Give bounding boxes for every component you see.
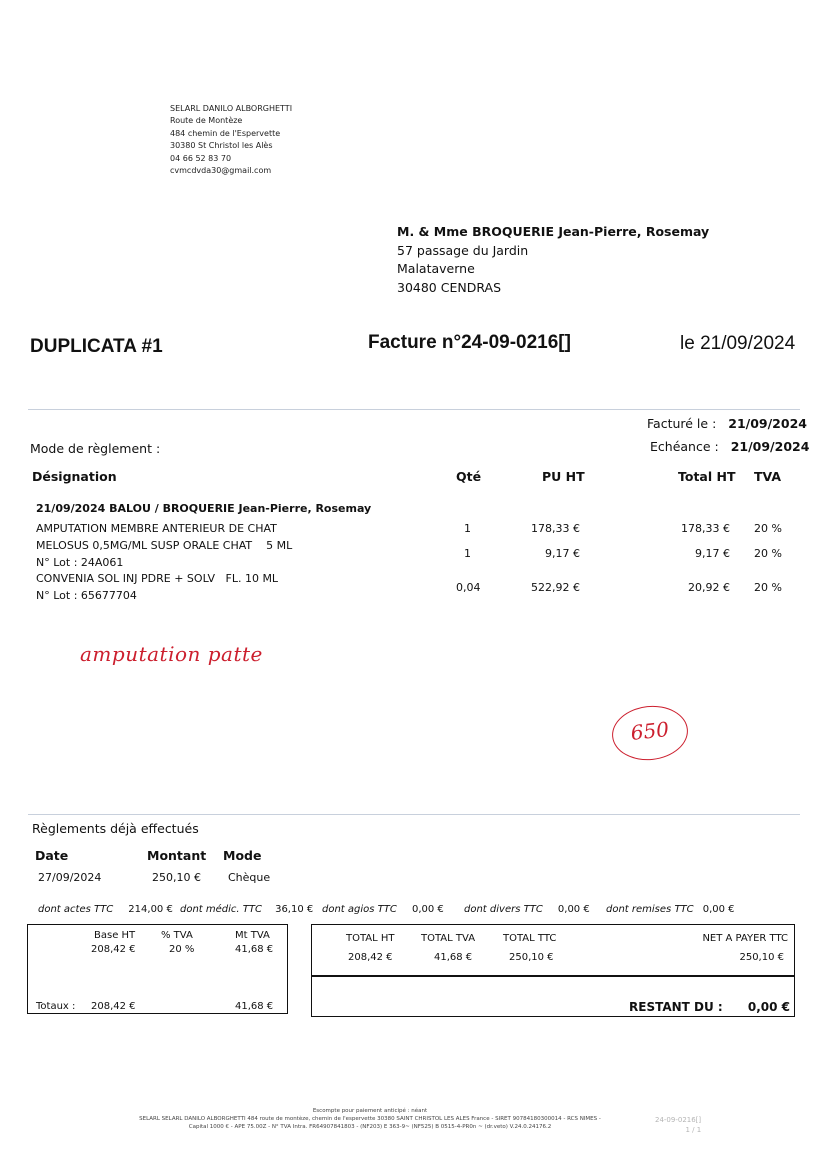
client-line: Malataverne — [397, 261, 475, 276]
vat-totaux-mt: 41,68 € — [235, 1001, 274, 1012]
client-line: 57 passage du Jardin — [397, 242, 529, 258]
col-total: Total HT — [678, 469, 736, 484]
row-total: 9,17 € — [695, 547, 730, 560]
vat-col-mt: Mt TVA — [235, 930, 270, 941]
duplicata-title: DUPLICATA #1 — [30, 336, 163, 357]
pay-montant: 250,10 € — [152, 871, 201, 884]
group-title: 21/09/2024 BALOU / BROQUERIE Jean-Pierre, Rosemay — [36, 502, 372, 515]
row-tva: 20 % — [754, 547, 782, 560]
tot-col-net: NET A PAYER TTC — [702, 933, 788, 944]
pay-col-date: Date — [35, 848, 69, 863]
col-pu: PU HT — [542, 469, 585, 484]
tot-ht: 208,42 € — [348, 952, 393, 963]
breakdown-value: 0,00 € — [411, 904, 444, 915]
breakdown-label: dont médic. TTC — [180, 904, 262, 915]
row-qte: 0,04 — [456, 581, 481, 594]
breakdown-remises — [606, 897, 735, 916]
sender-line: 04 66 52 83 70 — [170, 153, 232, 163]
tot-tva: 41,68 € — [434, 952, 473, 963]
breakdown-label: dont remises TTC — [606, 904, 694, 915]
sender-line: Route de Montèze — [170, 116, 243, 126]
col-tva: TVA — [754, 469, 782, 484]
sender-line: 484 chemin de l'Espervette — [170, 128, 281, 138]
restant-label: RESTANT DU : — [629, 1000, 723, 1014]
vat-pct: 20 % — [169, 944, 195, 955]
row-lot: N° Lot : 24A061 — [36, 556, 124, 569]
row-label: MELOSUS 0,5MG/ML SUSP ORALE CHAT 5 ML — [36, 539, 293, 552]
vat-col-base: Base HT — [94, 930, 136, 941]
vat-totaux-label: Totaux : — [36, 1001, 76, 1012]
breakdown-divers — [464, 897, 590, 916]
client-name: M. & Mme BROQUERIE Jean-Pierre, Rosemay — [397, 224, 710, 239]
pay-mode: Chèque — [228, 871, 271, 884]
vat-box — [27, 924, 288, 1014]
facture-le — [647, 416, 807, 431]
footer-escompte: Escompte pour paiement anticipé : néant — [312, 1108, 428, 1114]
breakdown-agios — [322, 897, 444, 916]
row-pu: 9,17 € — [545, 547, 580, 560]
breakdown-medic — [180, 897, 313, 916]
sender-line: 30380 St Christol les Alès — [170, 141, 273, 151]
col-designation: Désignation — [32, 469, 117, 484]
echeance — [650, 439, 809, 454]
invoice-date: le 21/09/2024 — [680, 333, 796, 354]
row-total: 178,33 € — [681, 522, 730, 535]
breakdown-label: dont agios TTC — [322, 904, 397, 915]
tot-col-ttc: TOTAL TTC — [503, 933, 557, 944]
divider — [28, 814, 800, 815]
tot-col-ht: TOTAL HT — [346, 933, 395, 944]
mode-reglement-label: Mode de règlement : — [30, 441, 161, 456]
row-pu: 178,33 € — [531, 522, 580, 535]
row-pu: 522,92 € — [531, 581, 580, 594]
col-qte: Qté — [456, 469, 482, 484]
footer-line1: SELARL SELARL DANILO ALBORGHETTI 484 route de montèze, chemin de l'espervette 30380 SAINT CHRISTOL LES ALES France - SIRET 90784180300014 - RCS NIMES - — [139, 1116, 601, 1122]
sender-line: SELARL DANILO ALBORGHETTI — [170, 104, 293, 113]
footer-line2: Capital 1000 € - APE 75.00Z - N° TVA Intra. FR64907841803 - (NF203) E 363-9~ (NF525) B 0515-4-PR0n ~ (dr.veto) V.24.0.24176.2 — [188, 1124, 552, 1130]
circled-amount — [609, 702, 690, 764]
footer — [100, 1107, 640, 1131]
footer-ref-block — [655, 1115, 701, 1135]
totals-box — [311, 924, 795, 1017]
client-line: 30480 CENDRAS — [397, 279, 502, 295]
payments-title: Règlements déjà effectués — [32, 821, 199, 836]
tot-net: 250,10 € — [739, 952, 784, 963]
tot-ttc: 250,10 € — [509, 952, 554, 963]
row-qte: 1 — [464, 522, 471, 535]
pay-date: 27/09/2024 — [38, 871, 102, 884]
row-tva: 20 % — [754, 522, 782, 535]
sender-line: cvmcdvda30@gmail.com — [170, 166, 272, 176]
handwritten-note: amputation patte — [80, 642, 263, 666]
breakdown-label: dont actes TTC — [38, 904, 114, 915]
row-qte: 1 — [464, 547, 471, 560]
echeance-label: Echéance : — [650, 439, 719, 454]
vat-mt: 41,68 € — [235, 944, 274, 955]
pay-col-montant: Montant — [147, 848, 207, 863]
invoice-number: Facture n°24-09-0216[] — [368, 332, 571, 353]
circled-amount-text: 650 — [629, 717, 671, 745]
totals-divider — [312, 975, 794, 977]
vat-col-pct: % TVA — [161, 930, 193, 941]
restant-value: 0,00 € — [747, 1000, 790, 1014]
pay-col-mode: Mode — [223, 848, 262, 863]
row-label: AMPUTATION MEMBRE ANTERIEUR DE CHAT — [36, 522, 277, 535]
breakdown-value: 0,00 € — [702, 904, 735, 915]
breakdown-actes — [38, 897, 173, 916]
vat-totaux-base: 208,42 € — [91, 1001, 136, 1012]
footer-ref: 24-09-0216[] — [655, 1116, 702, 1124]
row-total: 20,92 € — [688, 581, 730, 594]
breakdown-value: 36,10 € — [275, 904, 314, 915]
row-tva: 20 % — [754, 581, 782, 594]
tot-col-tva: TOTAL TVA — [421, 933, 476, 944]
footer-page: 1 / 1 — [685, 1126, 702, 1134]
divider — [28, 409, 800, 410]
breakdown-value: 214,00 € — [128, 904, 173, 915]
sender-address — [170, 103, 292, 177]
row-label: CONVENIA SOL INJ PDRE + SOLV FL. 10 ML — [36, 572, 279, 585]
breakdown-label: dont divers TTC — [464, 904, 543, 915]
client-address — [397, 223, 709, 297]
facture-date: 21/09/2024 — [728, 416, 807, 431]
echeance-date: 21/09/2024 — [730, 439, 810, 454]
vat-base: 208,42 € — [91, 944, 136, 955]
breakdown-value: 0,00 € — [557, 904, 590, 915]
row-lot: N° Lot : 65677704 — [36, 589, 137, 602]
facture-label: Facturé le : — [647, 416, 717, 431]
